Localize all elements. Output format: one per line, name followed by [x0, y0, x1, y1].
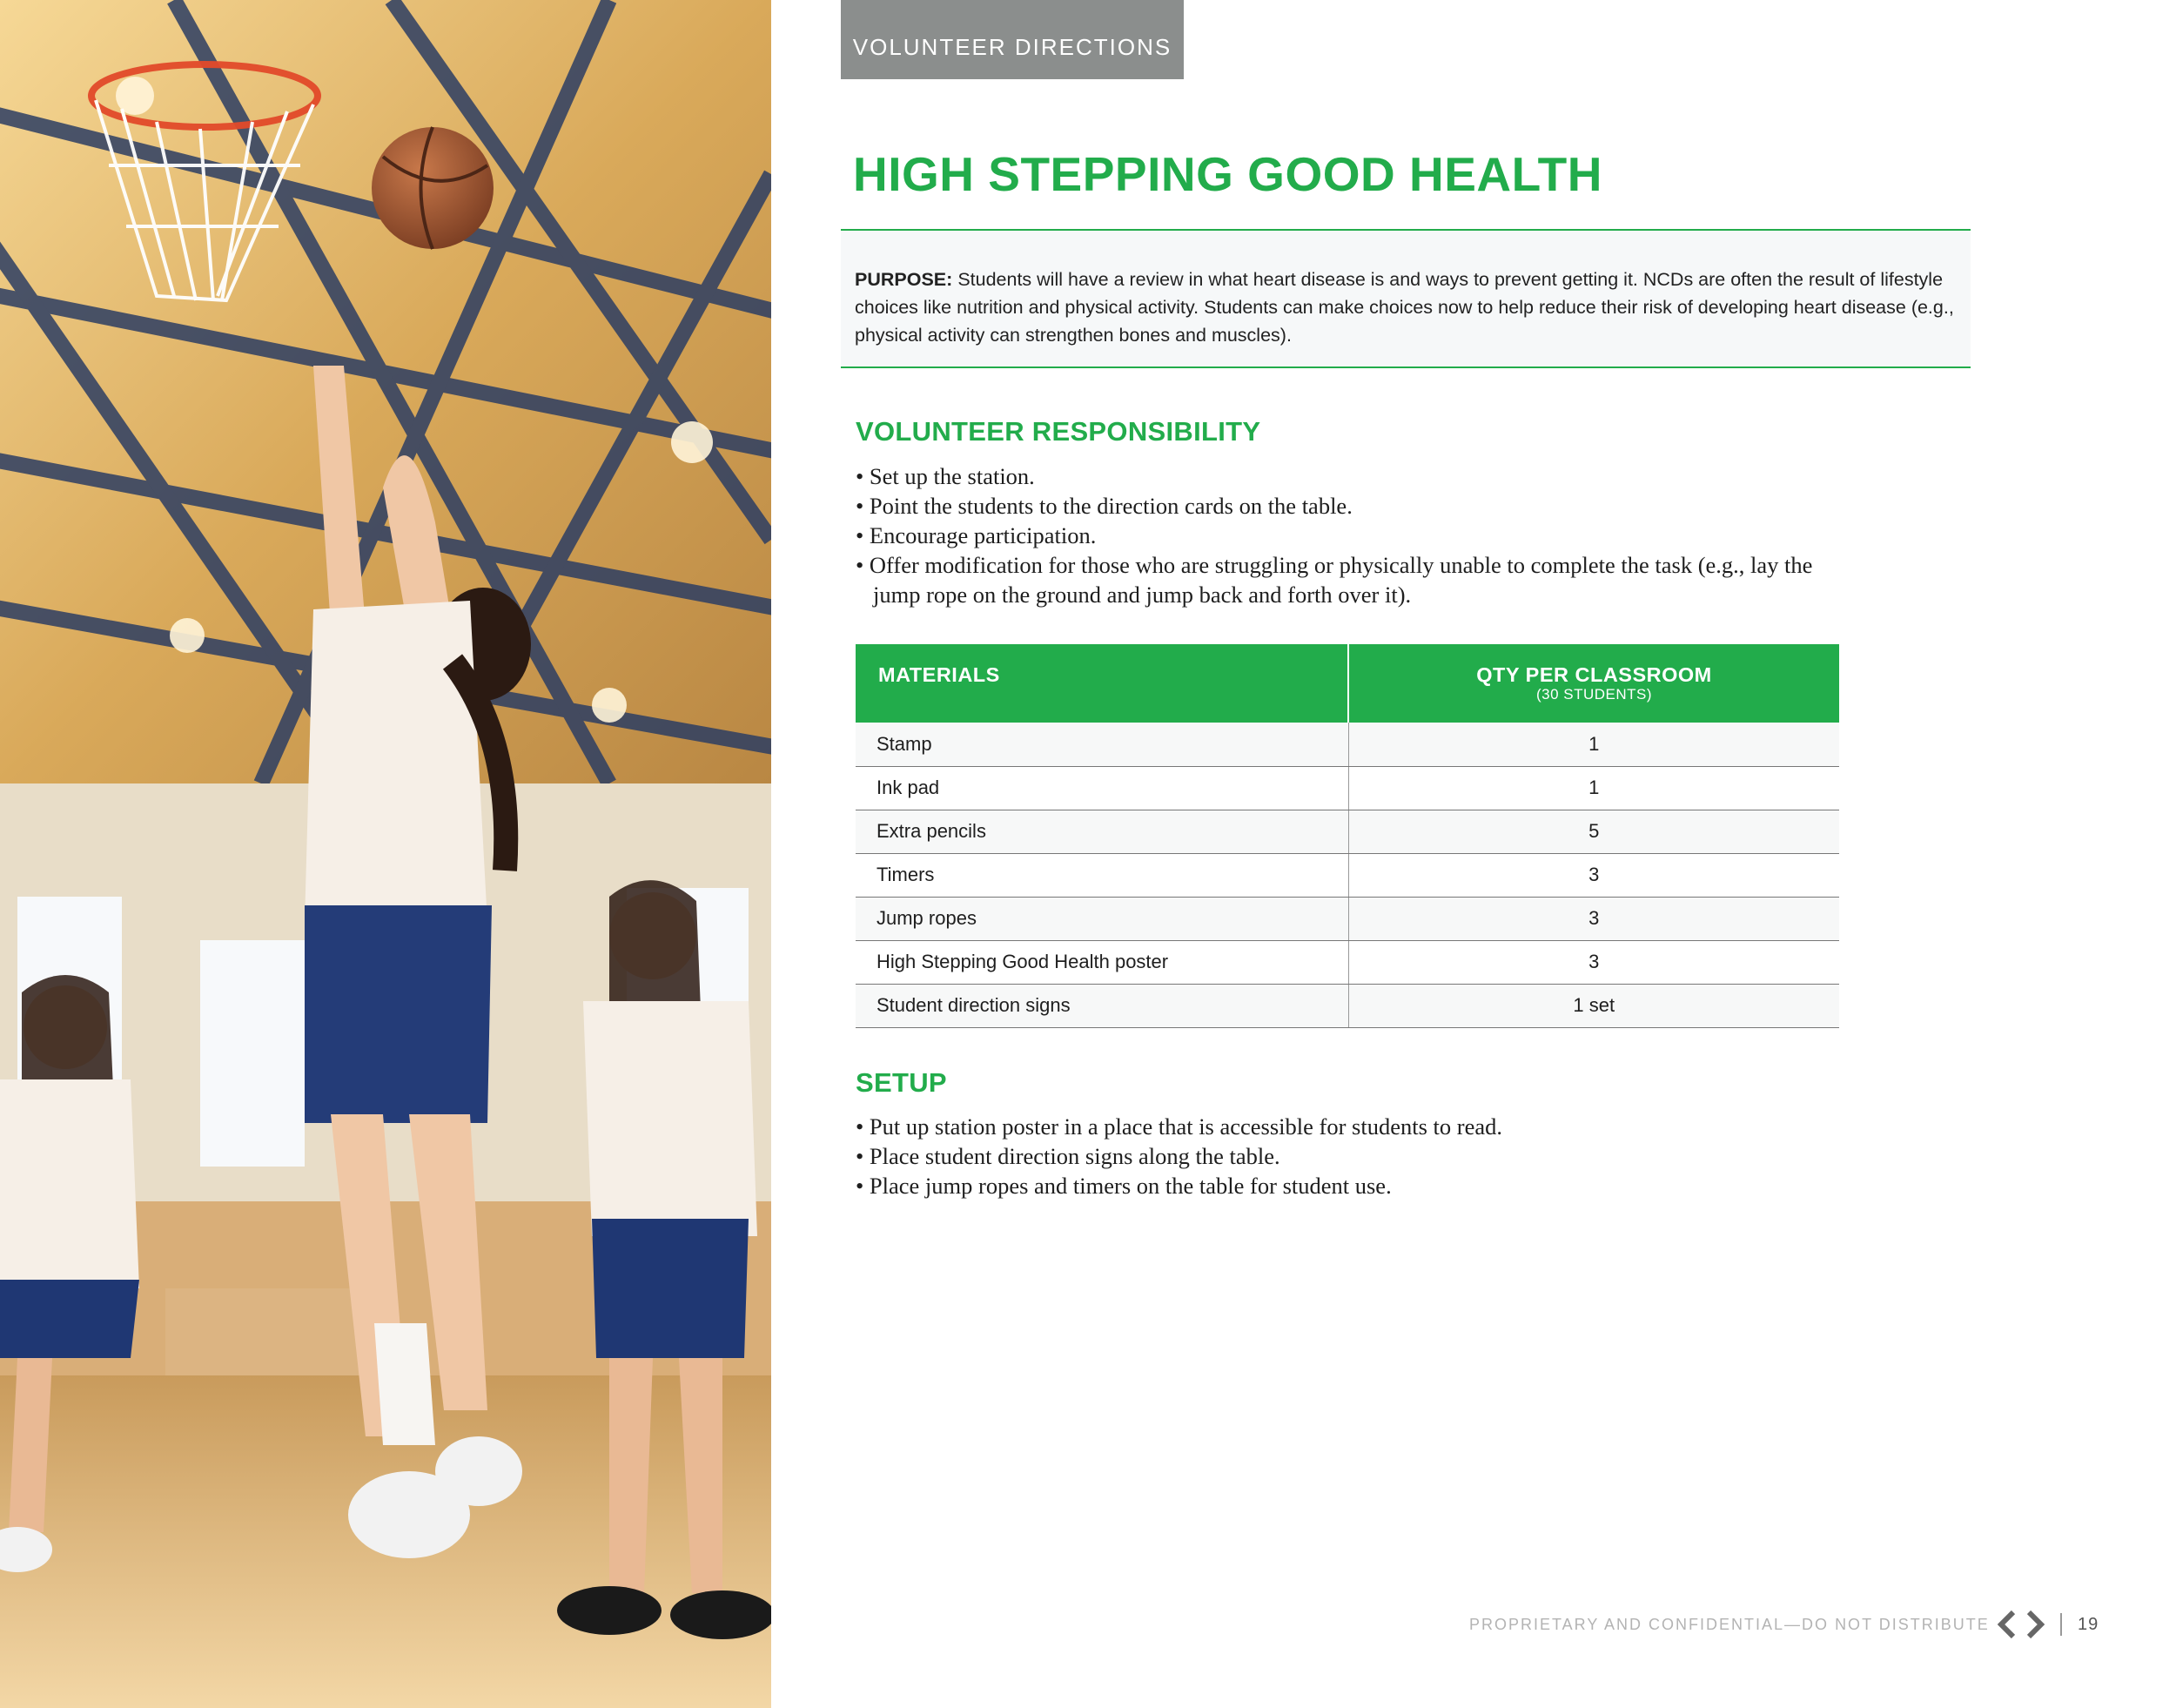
confidential-notice: PROPRIETARY AND CONFIDENTIAL—DO NOT DISTRIBUTE: [1469, 1616, 1990, 1633]
list-item: • Point the students to the direction cards on the table.: [856, 491, 1857, 521]
material-qty: 3: [1348, 853, 1839, 897]
material-name: Timers: [856, 853, 1348, 897]
list-item: • Offer modification for those who are struggling or physically unable to complete the task (e.g., lay the jump rope on the ground and jump back and forth over it).: [856, 550, 1857, 609]
volunteer-responsibility-heading: VOLUNTEER RESPONSIBILITY: [856, 416, 1261, 447]
material-qty: 1: [1348, 766, 1839, 810]
page-navigation: [1996, 1609, 2099, 1640]
nav-divider: [2060, 1613, 2062, 1636]
chevron-left-icon[interactable]: [1996, 1609, 2018, 1640]
list-item: • Encourage participation.: [856, 521, 1857, 550]
list-item: • Place jump ropes and timers on the table for student use.: [856, 1171, 1857, 1200]
material-qty: 3: [1348, 940, 1839, 984]
table-row: [856, 984, 1839, 1027]
header-qty: [1348, 644, 1839, 723]
material-qty: 1: [1348, 723, 1839, 766]
purpose-text: Students will have a review in what heart disease is and ways to prevent getting it. NCDs are often the result of lifestyle choices like nutrition and physical activity. Students can make choices now to help reduce their risk of developing heart disease (e.g., physical activity can strengthen bones and muscles).: [855, 269, 1954, 346]
page-number: 19: [2078, 1614, 2099, 1634]
material-qty: 3: [1348, 897, 1839, 940]
material-name: Extra pencils: [856, 810, 1348, 853]
table-row: [856, 766, 1839, 810]
purpose-label: PURPOSE:: [855, 269, 953, 290]
purpose-box: [841, 229, 1971, 368]
materials-table: [856, 644, 1839, 1028]
table-row: [856, 853, 1839, 897]
section-tab-label: VOLUNTEER DIRECTIONS: [852, 34, 1172, 60]
setup-heading: SETUP: [856, 1067, 947, 1098]
material-name: Stamp: [856, 723, 1348, 766]
table-row: [856, 810, 1839, 853]
material-qty: 5: [1348, 810, 1839, 853]
material-qty: 1 set: [1348, 984, 1839, 1027]
list-item: • Place student direction signs along the table.: [856, 1141, 1857, 1171]
material-name: Ink pad: [856, 766, 1348, 810]
material-name: Student direction signs: [856, 984, 1348, 1027]
section-tab: [841, 0, 1184, 79]
header-qty-sub: (30 STUDENTS): [1535, 686, 1653, 703]
table-header-row: [856, 644, 1839, 723]
table-row: [856, 897, 1839, 940]
volunteer-responsibility-list: [856, 461, 1857, 609]
table-row: [856, 940, 1839, 984]
list-item: • Set up the station.: [856, 461, 1857, 491]
list-item: • Put up station poster in a place that is accessible for students to read.: [856, 1112, 1857, 1141]
table-row: [856, 723, 1839, 766]
material-name: High Stepping Good Health poster: [856, 940, 1348, 984]
setup-list: [856, 1112, 1857, 1200]
material-name: Jump ropes: [856, 897, 1348, 940]
gym-basketball-photo: [0, 0, 771, 1708]
header-qty-label: QTY PER CLASSROOM: [1476, 663, 1712, 686]
page-title: HIGH STEPPING GOOD HEALTH: [853, 147, 1602, 201]
header-materials: MATERIALS: [856, 644, 1348, 723]
chevron-right-icon[interactable]: [2024, 1609, 2046, 1640]
